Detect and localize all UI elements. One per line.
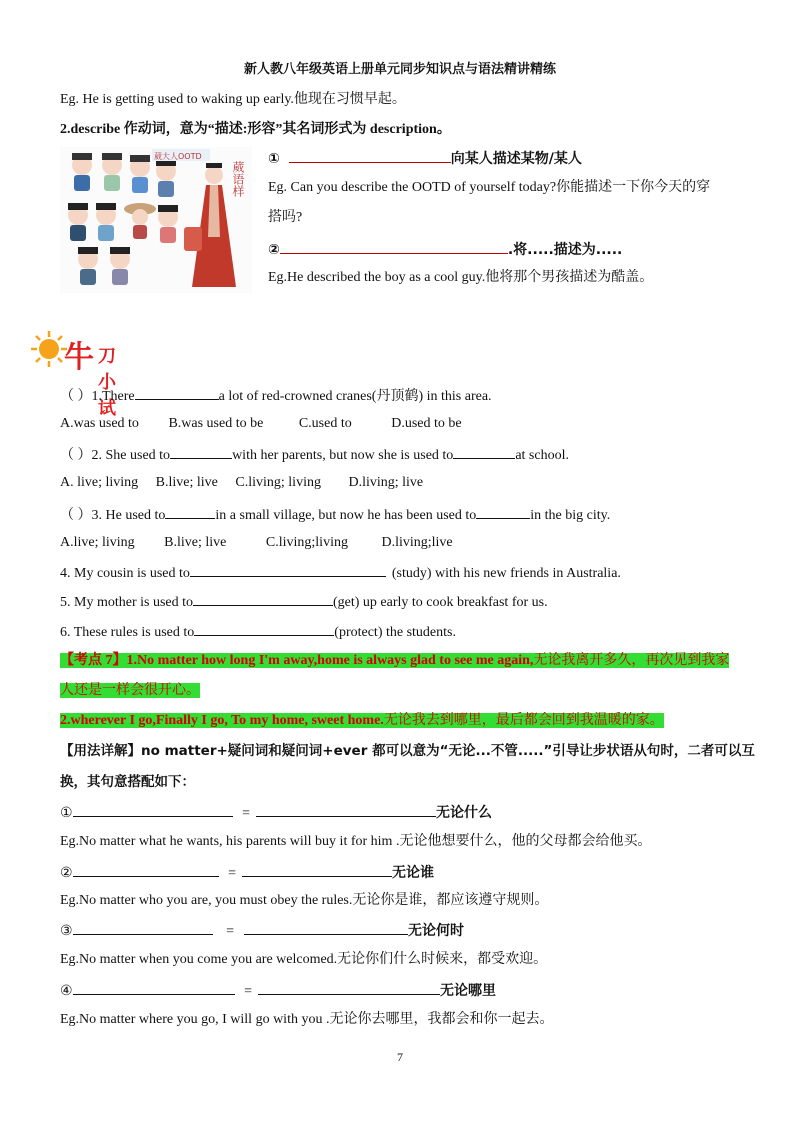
- sun-icon: [30, 330, 68, 368]
- question-1: [60, 385, 492, 407]
- pair-2-num: ②: [60, 866, 73, 881]
- pair-3-blank-left[interactable]: [73, 920, 213, 935]
- q4-stem: 4. My cousin is used to: [60, 566, 190, 581]
- pair-2-eg: Eg.No matter who you are, you must obey the rules.无论你是谁，都应该遵守规则。: [60, 893, 549, 908]
- kaodian-cn-2: 人还是一样会很开心。: [60, 683, 200, 698]
- kaodian-cn-3: 无论我去到哪里，最后都会回到我温暖的家。: [383, 713, 664, 728]
- pair-4-num: ④: [60, 984, 73, 999]
- q3-option-d[interactable]: D.living;live: [381, 535, 453, 550]
- item1-blank[interactable]: [289, 148, 451, 163]
- pair-3-eg: Eg.No matter when you come you are welcomed.无论你们什么时候来，都受欢迎。: [60, 952, 548, 967]
- q2-option-a[interactable]: A. live; living: [60, 475, 139, 490]
- page-number: 7: [397, 1050, 403, 1064]
- q1-option-c[interactable]: C.used to: [298, 416, 352, 431]
- item1-suffix: 向某人描述某物/某人: [450, 151, 582, 167]
- q2-option-b[interactable]: B.live; live: [155, 475, 218, 490]
- pair-4-meaning: 无论哪里: [439, 983, 496, 999]
- q2-blank-2[interactable]: [453, 444, 515, 459]
- pair-2: [60, 862, 434, 884]
- q1-options: [60, 414, 462, 434]
- hanfu-illustration: [60, 147, 252, 293]
- q3-mid: in a small village, but now he has been used to: [215, 508, 477, 523]
- pair-1-eq: =: [242, 806, 250, 821]
- question-3: [60, 504, 610, 526]
- pair-2-meaning: 无论谁: [391, 865, 434, 881]
- question-4: [60, 562, 621, 584]
- q2-option-d[interactable]: D.living; live: [348, 475, 424, 490]
- q3-options: [60, 533, 453, 553]
- q2-rest: at school.: [515, 448, 569, 463]
- q3-option-a[interactable]: A.live; living: [60, 535, 135, 550]
- pair-1-meaning: 无论什么: [435, 805, 492, 821]
- pair-1-blank-right[interactable]: [256, 802, 436, 817]
- q5-stem: 5. My mother is used to: [60, 595, 193, 610]
- describe-item1: [268, 148, 582, 169]
- pair-2-blank-left[interactable]: [73, 862, 219, 877]
- section-title-rest: 刀小试: [98, 346, 116, 419]
- describe-item2: [268, 239, 622, 260]
- q3-option-c[interactable]: C.living;living: [265, 535, 348, 550]
- q1-stem: （ ）1.There: [60, 389, 135, 404]
- pair-3-meaning: 无论何时: [407, 923, 464, 939]
- pair-1-blank-left[interactable]: [73, 802, 233, 817]
- eg-getting-used: Eg. He is getting used to waking up early.他现在习惯早起。: [60, 92, 406, 107]
- q5-blank[interactable]: [193, 591, 333, 606]
- illustration-seal: 葳语样: [231, 161, 245, 197]
- q1-rest: a lot of red-crowned cranes(丹顶鹤) in this area.: [218, 389, 492, 404]
- pair-4: [60, 980, 496, 1002]
- kaodian-en-3: 2.wherever I go,Finally I go, To my home, sweet home.: [60, 713, 384, 728]
- usage-line-2: 换，其句意搭配如下：: [60, 774, 195, 790]
- q2-stem: （ ）2. She used to: [60, 448, 171, 463]
- q1-blank[interactable]: [135, 385, 219, 400]
- pair-1: [60, 802, 492, 824]
- q6-blank[interactable]: [194, 621, 334, 636]
- kaodian-line-2: [60, 681, 200, 701]
- item1-num: ①: [268, 151, 280, 167]
- pair-2-eq: =: [228, 866, 236, 881]
- pair-1-num: ①: [60, 806, 73, 821]
- kaodian-en-1: 【考点 7】1.No matter how long I'm away,home is always glad to see me again,: [60, 653, 534, 668]
- question-5: [60, 591, 548, 613]
- section-title-big: 牛: [64, 340, 94, 375]
- usage-line-1: 【用法详解】no matter+疑问词和疑问词+ever 都可以意为“无论...不管.....”引导让步状语从句时，二者可以互: [60, 743, 755, 759]
- pair-4-eq: =: [244, 984, 252, 999]
- q1-option-a[interactable]: A.was used to: [60, 416, 139, 431]
- q3-rest: in the big city.: [530, 508, 611, 523]
- q6-stem: 6. These rules is used to: [60, 625, 195, 640]
- q2-blank-1[interactable]: [170, 444, 232, 459]
- pair-3-num: ③: [60, 924, 73, 939]
- describe-eg1-line1: Eg. Can you describe the OOTD of yourself today?你能描述一下你今天的穿: [268, 180, 711, 195]
- pair-3-eq: =: [226, 924, 234, 939]
- describe-title: 2.describe 作动词，意为“描述:形容”其名词形式为 description。: [60, 122, 451, 137]
- kaodian-line-1: [60, 651, 729, 671]
- pair-3: [60, 920, 464, 942]
- q5-rest: (get) up early to cook breakfast for us.: [333, 595, 548, 610]
- pair-3-blank-right[interactable]: [244, 920, 408, 935]
- q3-stem: （ ）3. He used to: [60, 508, 166, 523]
- q4-blank[interactable]: [190, 562, 386, 577]
- pair-4-blank-left[interactable]: [73, 980, 235, 995]
- q3-blank-2[interactable]: [476, 504, 530, 519]
- pair-4-blank-right[interactable]: [258, 980, 440, 995]
- kaodian-line-3: [60, 711, 664, 731]
- q3-option-b[interactable]: B.live; live: [164, 535, 227, 550]
- q2-options: [60, 473, 423, 493]
- q6-rest: (protect) the students.: [334, 625, 456, 640]
- describe-eg1-line2: 搭吗?: [268, 210, 303, 225]
- q3-blank-1[interactable]: [165, 504, 215, 519]
- item2-suffix: .将.....描述为.....: [507, 242, 623, 258]
- q1-option-d[interactable]: D.used to be: [391, 416, 462, 431]
- illustration-tag: 葳大人OOTD: [154, 152, 202, 161]
- pair-4-eg: Eg.No matter where you go, I will go with you .无论你去哪里，我都会和你一起去。: [60, 1012, 554, 1027]
- hanfu-figures-icon: [60, 147, 252, 293]
- kaodian-cn-1: 无论我离开多久，再次见到我家: [533, 653, 730, 668]
- q2-mid: with her parents, but now she is used to: [232, 448, 454, 463]
- item2-blank[interactable]: [280, 239, 508, 254]
- item2-num: ②: [268, 242, 280, 258]
- q2-option-c[interactable]: C.living; living: [235, 475, 321, 490]
- q4-rest: (study) with his new friends in Australia.: [391, 566, 621, 581]
- page-header: 新人教八年级英语上册单元同步知识点与语法精讲精练: [243, 61, 556, 76]
- q1-option-b[interactable]: B.was used to be: [168, 416, 264, 431]
- question-6: [60, 621, 456, 643]
- describe-eg2: Eg.He described the boy as a cool guy.他将那个男孩描述为酷盖。: [268, 270, 654, 285]
- pair-1-eg: Eg.No matter what he wants, his parents will buy it for him .无论他想要什么，他的父母都会给他买。: [60, 834, 652, 849]
- pair-2-blank-right[interactable]: [242, 862, 392, 877]
- question-2: [60, 444, 569, 466]
